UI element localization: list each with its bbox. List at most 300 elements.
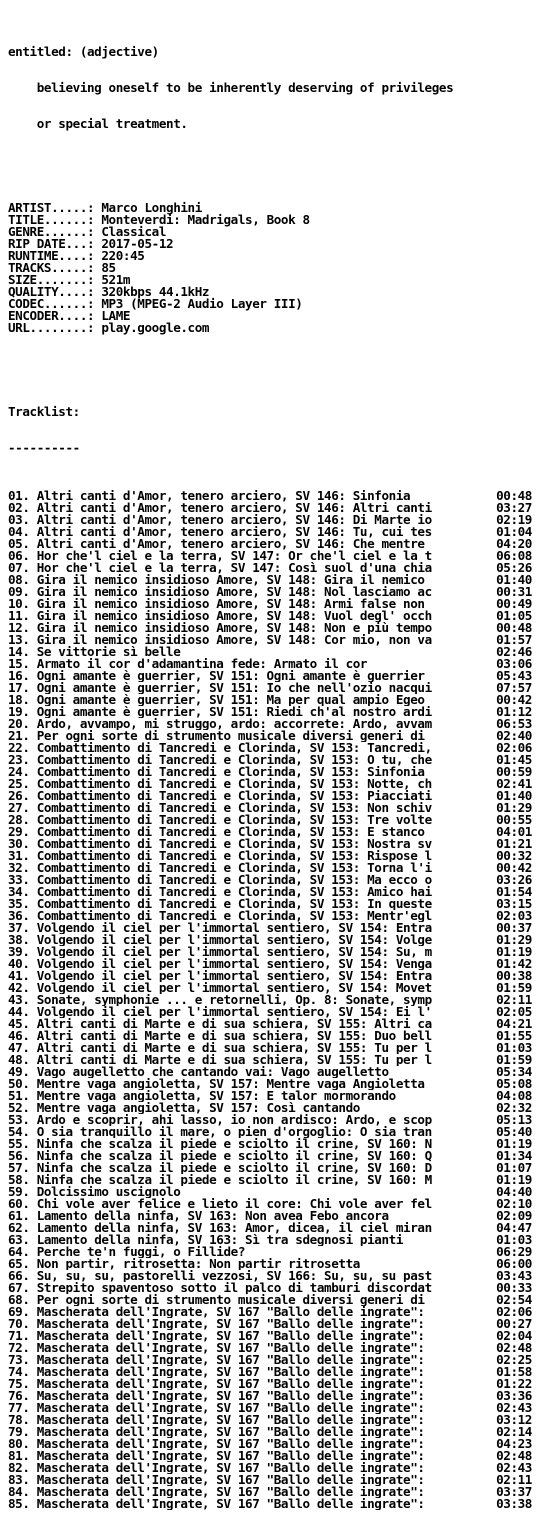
track-row: [8, 706, 532, 718]
definition-text-line: or special treatment.: [8, 116, 188, 131]
track-duration: 01:19: [496, 1136, 532, 1151]
track-duration: 04:23: [496, 1436, 532, 1451]
track-number-and-title: [8, 550, 488, 562]
track-row: [8, 958, 532, 970]
track-number-and-title: [8, 1498, 488, 1510]
track-row: [8, 538, 532, 550]
info-value: play.google.com: [101, 320, 210, 335]
track-title: Combattimento di Tancredi e Clorinda, SV 153: Torna l'i: [36, 862, 432, 874]
track-title: Altri canti di Marte e di sua schiera, SV 155: Tu per l: [36, 1042, 432, 1054]
track-title: Dolcissimo uscignolo: [36, 1186, 181, 1198]
track-row: [8, 1126, 532, 1138]
track-row: [8, 874, 532, 886]
track-row: [8, 1042, 532, 1054]
track-title: Combattimento di Tancredi e Clorinda, SV 153: Piacciati: [36, 790, 432, 802]
track-duration: 00:55: [496, 812, 532, 827]
track-duration: 02:14: [496, 1424, 532, 1439]
track-list: [8, 490, 532, 1510]
track-row: [8, 598, 532, 610]
track-row: [8, 502, 532, 514]
track-number-and-title: [8, 1306, 488, 1318]
track-duration: 00:32: [496, 848, 532, 863]
track-number-and-title: [8, 1366, 488, 1378]
track-number: 53.: [8, 1114, 30, 1126]
info-value: 220:45: [101, 248, 145, 263]
track-number: 70.: [8, 1318, 30, 1330]
track-title: Armato il cor d'adamantina fede: Armato il cor: [36, 658, 368, 670]
track-duration: 01:57: [496, 632, 532, 647]
track-number-and-title: [8, 1102, 488, 1114]
track-row: [8, 1138, 532, 1150]
track-title: Altri canti di Marte e di sua schiera, SV 155: Tu per l: [36, 1054, 432, 1066]
track-duration: 01:55: [496, 1028, 532, 1043]
track-title: Gira il nemico insidioso Amore, SV 148: Armi false non: [36, 598, 425, 610]
track-number: 20.: [8, 718, 30, 730]
track-number-and-title: [8, 814, 488, 826]
track-number: 83.: [8, 1474, 30, 1486]
track-number-and-title: [8, 778, 488, 790]
track-duration: 00:42: [496, 692, 532, 707]
track-title: Ninfa che scalza il piede e sciolto il crine, SV 160: D: [36, 1162, 432, 1174]
track-row: [8, 982, 532, 994]
info-key: CODEC......:: [8, 296, 95, 311]
track-number: 24.: [8, 766, 30, 778]
track-duration: 03:43: [496, 1268, 532, 1283]
track-title: Altri canti di Marte e di sua schiera, SV 155: Duo bell: [36, 1030, 432, 1042]
track-row: [8, 658, 532, 670]
track-number: 58.: [8, 1174, 30, 1186]
track-duration: 00:38: [496, 968, 532, 983]
track-title: Combattimento di Tancredi e Clorinda, SV 153: Rispose l: [36, 850, 432, 862]
track-number-and-title: [8, 1294, 488, 1306]
track-number-and-title: [8, 1378, 488, 1390]
track-row: [8, 766, 532, 778]
track-row: [8, 1186, 532, 1198]
track-number-and-title: [8, 1330, 488, 1342]
track-row: [8, 682, 532, 694]
track-row: [8, 934, 532, 946]
track-number-and-title: [8, 1246, 488, 1258]
track-duration: 02:41: [496, 776, 532, 791]
track-number: 54.: [8, 1126, 30, 1138]
track-row: [8, 838, 532, 850]
track-row: [8, 1498, 532, 1510]
track-title: Ogni amante è guerrier, SV 151: Ogni amante è guerrier: [36, 670, 425, 682]
track-title: Perche te'n fuggi, o Fillide?: [36, 1246, 246, 1258]
track-number-and-title: [8, 706, 488, 718]
track-duration: 05:26: [496, 560, 532, 575]
track-title: Altri canti d'Amor, tenero arciero, SV 146: Che mentre: [36, 538, 425, 550]
info-key: ENCODER....:: [8, 308, 95, 323]
track-duration: 01:29: [496, 800, 532, 815]
track-duration: 00:31: [496, 584, 532, 599]
track-duration: 02:19: [496, 512, 532, 527]
track-number-and-title: [8, 502, 488, 514]
track-number: 41.: [8, 970, 30, 982]
track-number-and-title: [8, 1474, 488, 1486]
spacer: [8, 370, 532, 382]
track-number-and-title: [8, 742, 488, 754]
track-number: 26.: [8, 790, 30, 802]
track-row: [8, 1258, 532, 1270]
track-title: Combattimento di Tancredi e Clorinda, SV 153: Ma ecco o: [36, 874, 432, 886]
track-duration: 01:29: [496, 932, 532, 947]
track-title: Ninfa che scalza il piede e sciolto il crine, SV 160: M: [36, 1174, 432, 1186]
track-number: 35.: [8, 898, 30, 910]
track-number-and-title: [8, 1042, 488, 1054]
track-duration: 02:43: [496, 1400, 532, 1415]
track-number: 62.: [8, 1222, 30, 1234]
track-number-and-title: [8, 526, 488, 538]
track-duration: 00:33: [496, 1280, 532, 1295]
track-row: [8, 754, 532, 766]
track-title: Sonate, symphonie ... e retornelli, Op. 8: Sonate, symp: [36, 994, 432, 1006]
track-title: Gira il nemico insidioso Amore, SV 148: Gira il nemico: [36, 574, 425, 586]
track-duration: 02:46: [496, 644, 532, 659]
track-row: [8, 514, 532, 526]
track-number-and-title: [8, 1186, 488, 1198]
track-duration: 04:01: [496, 824, 532, 839]
track-number: 39.: [8, 946, 30, 958]
track-title: Combattimento di Tancredi e Clorinda, SV 153: Notte, ch: [36, 778, 432, 790]
track-duration: 02:06: [496, 1304, 532, 1319]
track-number: 21.: [8, 730, 30, 742]
nfo-text-document: [8, 22, 532, 1522]
track-title: Mascherata dell'Ingrate, SV 167 "Ballo delle ingrate":: [36, 1438, 425, 1450]
track-number-and-title: [8, 766, 488, 778]
track-title: Hor che'l ciel e la terra, SV 147: Così suol d'una chia: [36, 562, 432, 574]
track-title: Altri canti d'Amor, tenero arciero, SV 146: Altri canti: [36, 502, 432, 514]
track-number-and-title: [8, 514, 488, 526]
track-number-and-title: [8, 586, 488, 598]
track-number: 56.: [8, 1150, 30, 1162]
track-duration: 03:37: [496, 1484, 532, 1499]
track-number: 73.: [8, 1354, 30, 1366]
track-number-and-title: [8, 934, 488, 946]
track-number: 17.: [8, 682, 30, 694]
track-number-and-title: [8, 646, 488, 658]
track-duration: 03:15: [496, 896, 532, 911]
track-row: [8, 1306, 532, 1318]
track-number-and-title: [8, 754, 488, 766]
track-number-and-title: [8, 1162, 488, 1174]
track-row: [8, 574, 532, 586]
track-title: Se vittorie sì belle: [36, 646, 181, 658]
track-row: [8, 610, 532, 622]
info-key: SIZE.......:: [8, 272, 95, 287]
info-row: [8, 322, 532, 334]
track-number-and-title: [8, 1066, 488, 1078]
track-title: Volgendo il ciel per l'immortal sentiero, SV 154: Volge: [36, 934, 432, 946]
track-row: [8, 826, 532, 838]
track-number-and-title: [8, 622, 488, 634]
track-title: Mascherata dell'Ingrate, SV 167 "Ballo delle ingrate":: [36, 1498, 425, 1510]
track-number: 37.: [8, 922, 30, 934]
track-number-and-title: [8, 562, 488, 574]
track-number: 02.: [8, 502, 30, 514]
track-duration: 00:37: [496, 920, 532, 935]
track-number: 09.: [8, 586, 30, 598]
info-value: LAME: [101, 308, 131, 323]
track-row: [8, 1426, 532, 1438]
track-duration: 02:40: [496, 728, 532, 743]
track-number-and-title: [8, 958, 488, 970]
track-number-and-title: [8, 682, 488, 694]
track-number-and-title: [8, 1258, 488, 1270]
track-row: [8, 1486, 532, 1498]
track-number-and-title: [8, 874, 488, 886]
track-title: Combattimento di Tancredi e Clorinda, SV 153: E stanco: [36, 826, 425, 838]
track-duration: 04:40: [496, 1184, 532, 1199]
track-duration: 02:54: [496, 1292, 532, 1307]
track-row: [8, 1090, 532, 1102]
track-title: Combattimento di Tancredi e Clorinda, SV 153: Mentr'egl: [36, 910, 432, 922]
track-title: Combattimento di Tancredi e Clorinda, SV 153: Tre volte: [36, 814, 432, 826]
track-number: 33.: [8, 874, 30, 886]
track-number-and-title: [8, 1126, 488, 1138]
track-title: Lamento della ninfa, SV 163: Sì tra sdegnosi pianti: [36, 1234, 404, 1246]
track-title: Strepito spaventoso sotto il palco di tamburi discordat: [36, 1282, 432, 1294]
track-number-and-title: [8, 850, 488, 862]
track-title: Volgendo il ciel per l'immortal sentiero, SV 154: Entra: [36, 970, 432, 982]
track-row: [8, 1402, 532, 1414]
track-number-and-title: [8, 574, 488, 586]
track-title: Mascherata dell'Ingrate, SV 167 "Ballo delle ingrate":: [36, 1378, 425, 1390]
track-number-and-title: [8, 1354, 488, 1366]
track-number-and-title: [8, 1270, 488, 1282]
track-row: [8, 694, 532, 706]
track-number: 07.: [8, 562, 30, 574]
track-row: [8, 1150, 532, 1162]
track-number: 13.: [8, 634, 30, 646]
track-duration: 01:21: [496, 836, 532, 851]
track-number-and-title: [8, 538, 488, 550]
track-number: 43.: [8, 994, 30, 1006]
track-title: Gira il nemico insidioso Amore, SV 148: Vuol degl' occh: [36, 610, 432, 622]
track-title: Ardo e scoprir, ahi lasso, io non ardisco: Ardo, e scop: [36, 1114, 432, 1126]
track-number: 50.: [8, 1078, 30, 1090]
track-number: 47.: [8, 1042, 30, 1054]
track-duration: 02:05: [496, 1004, 532, 1019]
track-row: [8, 778, 532, 790]
track-duration: 07:57: [496, 680, 532, 695]
track-duration: 01:07: [496, 1160, 532, 1175]
track-number-and-title: [8, 790, 488, 802]
track-number: 84.: [8, 1486, 30, 1498]
track-number: 46.: [8, 1030, 30, 1042]
track-number-and-title: [8, 1006, 488, 1018]
track-title: Altri canti d'Amor, tenero arciero, SV 146: Di Marte io: [36, 514, 432, 526]
info-value: Monteverdi: Madrigals, Book 8: [101, 212, 310, 227]
info-key: QUALITY....:: [8, 284, 95, 299]
track-duration: 01:40: [496, 788, 532, 803]
track-duration: 01:19: [496, 944, 532, 959]
track-row: [8, 742, 532, 754]
track-duration: 01:03: [496, 1232, 532, 1247]
track-row: [8, 1330, 532, 1342]
info-key: URL........:: [8, 320, 95, 335]
track-number-and-title: [8, 1150, 488, 1162]
track-number: 23.: [8, 754, 30, 766]
track-duration: 06:00: [496, 1256, 532, 1271]
track-number-and-title: [8, 982, 488, 994]
track-number: 32.: [8, 862, 30, 874]
info-key: RIP DATE...:: [8, 236, 95, 251]
track-row: [8, 1210, 532, 1222]
track-title: Altri canti d'Amor, tenero arciero, SV 146: Sinfonia: [36, 490, 411, 502]
track-number-and-title: [8, 1390, 488, 1402]
info-value: 85: [101, 260, 116, 275]
track-duration: 02:11: [496, 992, 532, 1007]
track-row: [8, 1354, 532, 1366]
track-number-and-title: [8, 1174, 488, 1186]
track-title: Volgendo il ciel per l'immortal sentiero, SV 154: Su, m: [36, 946, 432, 958]
track-duration: 01:05: [496, 608, 532, 623]
track-number: 27.: [8, 802, 30, 814]
track-number: 79.: [8, 1426, 30, 1438]
info-key: GENRE......:: [8, 224, 95, 239]
track-row: [8, 1378, 532, 1390]
track-number: 49.: [8, 1066, 30, 1078]
tracklist-underline: ----------: [8, 440, 80, 455]
track-title: Combattimento di Tancredi e Clorinda, SV 153: O tu, che: [36, 754, 432, 766]
track-number: 66.: [8, 1270, 30, 1282]
track-number-and-title: [8, 1030, 488, 1042]
track-number: 63.: [8, 1234, 30, 1246]
track-number: 16.: [8, 670, 30, 682]
track-title: Mascherata dell'Ingrate, SV 167 "Ballo delle ingrate":: [36, 1450, 425, 1462]
track-title: Su, su, su, pastorelli vezzosi, SV 166: Su, su, su past: [36, 1270, 432, 1282]
track-number-and-title: [8, 610, 488, 622]
track-row: [8, 1114, 532, 1126]
track-title: Combattimento di Tancredi e Clorinda, SV 153: Sinfonia: [36, 766, 425, 778]
spacer: [8, 154, 532, 166]
track-duration: 04:47: [496, 1220, 532, 1235]
track-row: [8, 1414, 532, 1426]
track-row: [8, 790, 532, 802]
track-duration: 06:29: [496, 1244, 532, 1259]
track-title: Mentre vaga angioletta, SV 157: E talor mormorando: [36, 1090, 396, 1102]
track-title: Combattimento di Tancredi e Clorinda, SV 153: Amico hai: [36, 886, 432, 898]
track-title: Volgendo il ciel per l'immortal sentiero, SV 154: Entra: [36, 922, 432, 934]
track-number: 15.: [8, 658, 30, 670]
track-number-and-title: [8, 658, 488, 670]
track-number-and-title: [8, 862, 488, 874]
track-number: 57.: [8, 1162, 30, 1174]
track-duration: 01:04: [496, 524, 532, 539]
track-number: 71.: [8, 1330, 30, 1342]
track-title: Mascherata dell'Ingrate, SV 167 "Ballo delle ingrate":: [36, 1330, 425, 1342]
track-number: 85.: [8, 1498, 30, 1510]
track-duration: 01:12: [496, 704, 532, 719]
track-duration: 01:59: [496, 980, 532, 995]
track-number: 74.: [8, 1366, 30, 1378]
track-number: 78.: [8, 1414, 30, 1426]
track-duration: 05:13: [496, 1112, 532, 1127]
track-row: [8, 670, 532, 682]
track-duration: 03:36: [496, 1388, 532, 1403]
track-row: [8, 1474, 532, 1486]
track-number-and-title: [8, 1018, 488, 1030]
track-number-and-title: [8, 1426, 488, 1438]
track-number: 67.: [8, 1282, 30, 1294]
track-row: [8, 886, 532, 898]
track-title: Mascherata dell'Ingrate, SV 167 "Ballo delle ingrate":: [36, 1486, 425, 1498]
track-duration: 03:12: [496, 1412, 532, 1427]
track-number-and-title: [8, 1462, 488, 1474]
info-key: RUNTIME....:: [8, 248, 95, 263]
track-duration: 05:43: [496, 668, 532, 683]
track-row: [8, 1366, 532, 1378]
track-duration: 01:42: [496, 956, 532, 971]
info-value: Marco Longhini: [101, 200, 202, 215]
track-title: Mascherata dell'Ingrate, SV 167 "Ballo delle ingrate":: [36, 1318, 425, 1330]
track-number-and-title: [8, 1402, 488, 1414]
track-title: Lamento della ninfa, SV 163: Amor, dicea, il ciel miran: [36, 1222, 432, 1234]
track-title: Mascherata dell'Ingrate, SV 167 "Ballo delle ingrate":: [36, 1426, 425, 1438]
track-title: Mascherata dell'Ingrate, SV 167 "Ballo delle ingrate":: [36, 1390, 425, 1402]
track-number-and-title: [8, 1054, 488, 1066]
track-row: [8, 910, 532, 922]
track-number-and-title: [8, 1234, 488, 1246]
track-row: [8, 562, 532, 574]
track-number: 11.: [8, 610, 30, 622]
track-duration: 05:40: [496, 1124, 532, 1139]
track-number: 42.: [8, 982, 30, 994]
track-row: [8, 1294, 532, 1306]
track-number-and-title: [8, 730, 488, 742]
track-number-and-title: [8, 1090, 488, 1102]
track-row: [8, 1018, 532, 1030]
track-number-and-title: [8, 1414, 488, 1426]
track-row: [8, 922, 532, 934]
tracklist-heading: Tracklist:: [8, 404, 80, 419]
track-row: [8, 1390, 532, 1402]
track-row: [8, 1006, 532, 1018]
track-title: Ninfa che scalza il piede e sciolto il crine, SV 160: N: [36, 1138, 432, 1150]
track-number-and-title: [8, 490, 488, 502]
track-title: Gira il nemico insidioso Amore, SV 148: Nol lasciamo ac: [36, 586, 432, 598]
track-duration: 02:09: [496, 1208, 532, 1223]
track-duration: 01:54: [496, 884, 532, 899]
track-title: Volgendo il ciel per l'immortal sentiero, SV 154: Movet: [36, 982, 432, 994]
track-number: 55.: [8, 1138, 30, 1150]
track-duration: 01:19: [496, 1172, 532, 1187]
track-number: 64.: [8, 1246, 30, 1258]
track-title: Combattimento di Tancredi e Clorinda, SV 153: Non schiv: [36, 802, 432, 814]
track-number: 69.: [8, 1306, 30, 1318]
track-number: 06.: [8, 550, 30, 562]
track-title: Mentre vaga angioletta, SV 157: Mentre vaga Angioletta: [36, 1078, 425, 1090]
track-title: Volgendo il ciel per l'immortal sentiero, SV 154: Venga: [36, 958, 432, 970]
track-number: 12.: [8, 622, 30, 634]
track-number: 40.: [8, 958, 30, 970]
info-value: 2017-05-12: [101, 236, 174, 251]
track-title: Mascherata dell'Ingrate, SV 167 "Ballo delle ingrate":: [36, 1306, 425, 1318]
track-number-and-title: [8, 886, 488, 898]
track-title: Mascherata dell'Ingrate, SV 167 "Ballo delle ingrate":: [36, 1354, 425, 1366]
info-value: 521m: [101, 272, 131, 287]
track-duration: 03:27: [496, 500, 532, 515]
track-number-and-title: [8, 1438, 488, 1450]
track-number: 04.: [8, 526, 30, 538]
track-row: [8, 1030, 532, 1042]
track-duration: 02:48: [496, 1448, 532, 1463]
track-duration: 03:26: [496, 872, 532, 887]
track-number: 48.: [8, 1054, 30, 1066]
track-title: Altri canti di Marte e di sua schiera, SV 155: Altri ca: [36, 1018, 432, 1030]
track-title: Mascherata dell'Ingrate, SV 167 "Ballo delle ingrate":: [36, 1462, 425, 1474]
